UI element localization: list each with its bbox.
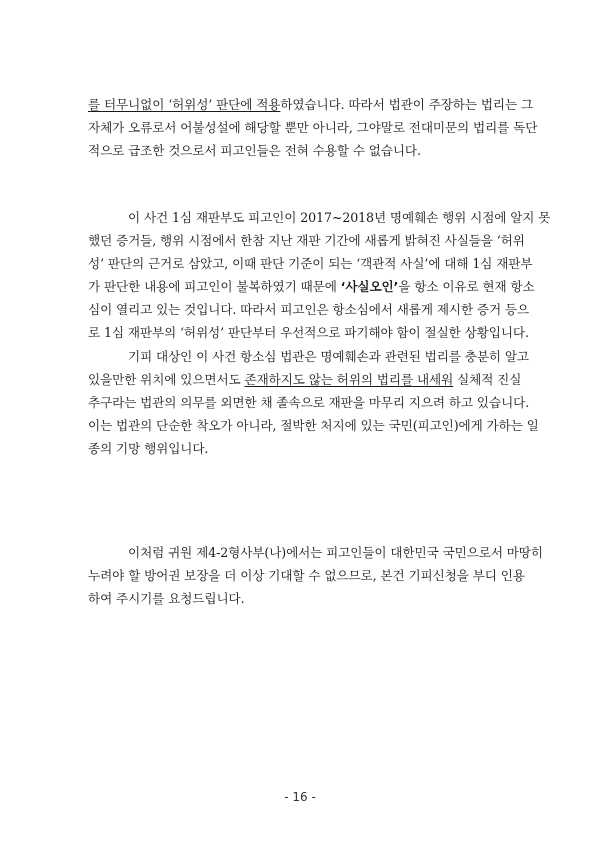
paragraph-line — [88, 120, 538, 136]
paragraph-line — [88, 568, 525, 584]
text-run: 누려야 할 방어권 보장을 더 이상 기대할 수 없으므로, 본건 기피신청을 부디 인용 — [88, 568, 525, 583]
paragraph-line — [88, 591, 512, 607]
underlined-text: 존재하지도 않는 허위의 법리를 내세워 — [244, 372, 454, 387]
text-run: 하였습니다. 따라서 법관이 주장하는 법리는 그 — [280, 97, 534, 112]
text-run: 자체가 오류로서 어불성설에 해당할 뿐만 아니라, 그야말로 전대미문의 법리를 독단 — [88, 120, 538, 135]
text-run: 로 1심 재판부의 ‘허위성’ 판단부터 우선적으로 파기해야 함이 절실한 상황입니다. — [88, 325, 529, 340]
paragraph-line — [128, 210, 551, 226]
text-run: 있을만한 위치에 있으면서도 — [88, 372, 245, 387]
text-run: 했던 증거들, 행위 시점에서 한참 지난 재판 기간에 새롭게 밝혀진 사실들을 ‘허위 — [88, 233, 525, 248]
text-run: 을 항소 이유로 현재 항소 — [398, 279, 535, 294]
underlined-text: 를 터무니없이 ‘허위성’ 판단에 적용 — [88, 97, 281, 112]
text-run: 심이 열리고 있는 것입니다. 따라서 피고인은 항소심에서 새롭게 제시한 증거 등으 — [88, 302, 530, 317]
paragraph-line — [88, 97, 534, 113]
paragraph-line — [88, 256, 533, 272]
page-number: - 16 - — [284, 790, 316, 804]
paragraph-line — [88, 395, 530, 411]
paragraph-line — [88, 418, 539, 434]
paragraph-line — [128, 545, 543, 561]
text-run: 추구라는 법관의 의무를 외면한 채 졸속으로 재판을 마무리 지으려 하고 있습니다. — [88, 395, 530, 410]
paragraph-line — [88, 325, 529, 341]
text-run: 기피 대상인 이 사건 항소심 법관은 명예훼손과 관련된 법리를 충분히 알고 — [128, 349, 529, 364]
paragraph-line — [88, 441, 512, 457]
text-run: 성’ 판단의 근거로 삼았고, 이때 판단 기준이 되는 ‘객관적 사실’에 대해 1심 재판부 — [88, 256, 533, 271]
paragraph-line — [88, 302, 530, 318]
paragraph-line — [88, 372, 522, 388]
paragraph-line — [88, 279, 535, 295]
text-run: 이처럼 귀원 제4-2형사부(나)에서는 피고인들이 대한민국 국민으로서 마땅히 — [128, 545, 543, 560]
text-run: 실체적 진실 — [453, 372, 522, 387]
paragraph-line — [128, 349, 529, 365]
text-run: 이는 법관의 단순한 착오가 아니라, 절박한 처지에 있는 국민(피고인)에게 가하는 일 — [88, 418, 539, 433]
text-run: 이 사건 1심 재판부도 피고인이 2017~2018년 명예훼손 행위 시점에 알지 못 — [128, 210, 551, 225]
text-run: 적으로 급조한 것으로서 피고인들은 전혀 수용할 수 없습니다. — [88, 143, 421, 158]
bold-text: ‘사실오인’ — [340, 279, 399, 294]
paragraph-line — [88, 143, 512, 159]
text-run: 하여 주시기를 요청드립니다. — [88, 591, 245, 606]
text-run: 종의 기망 행위입니다. — [88, 441, 209, 456]
paragraph-line — [88, 233, 525, 249]
text-run: 가 판단한 내용에 피고인이 불복하였기 때문에 — [88, 279, 341, 294]
